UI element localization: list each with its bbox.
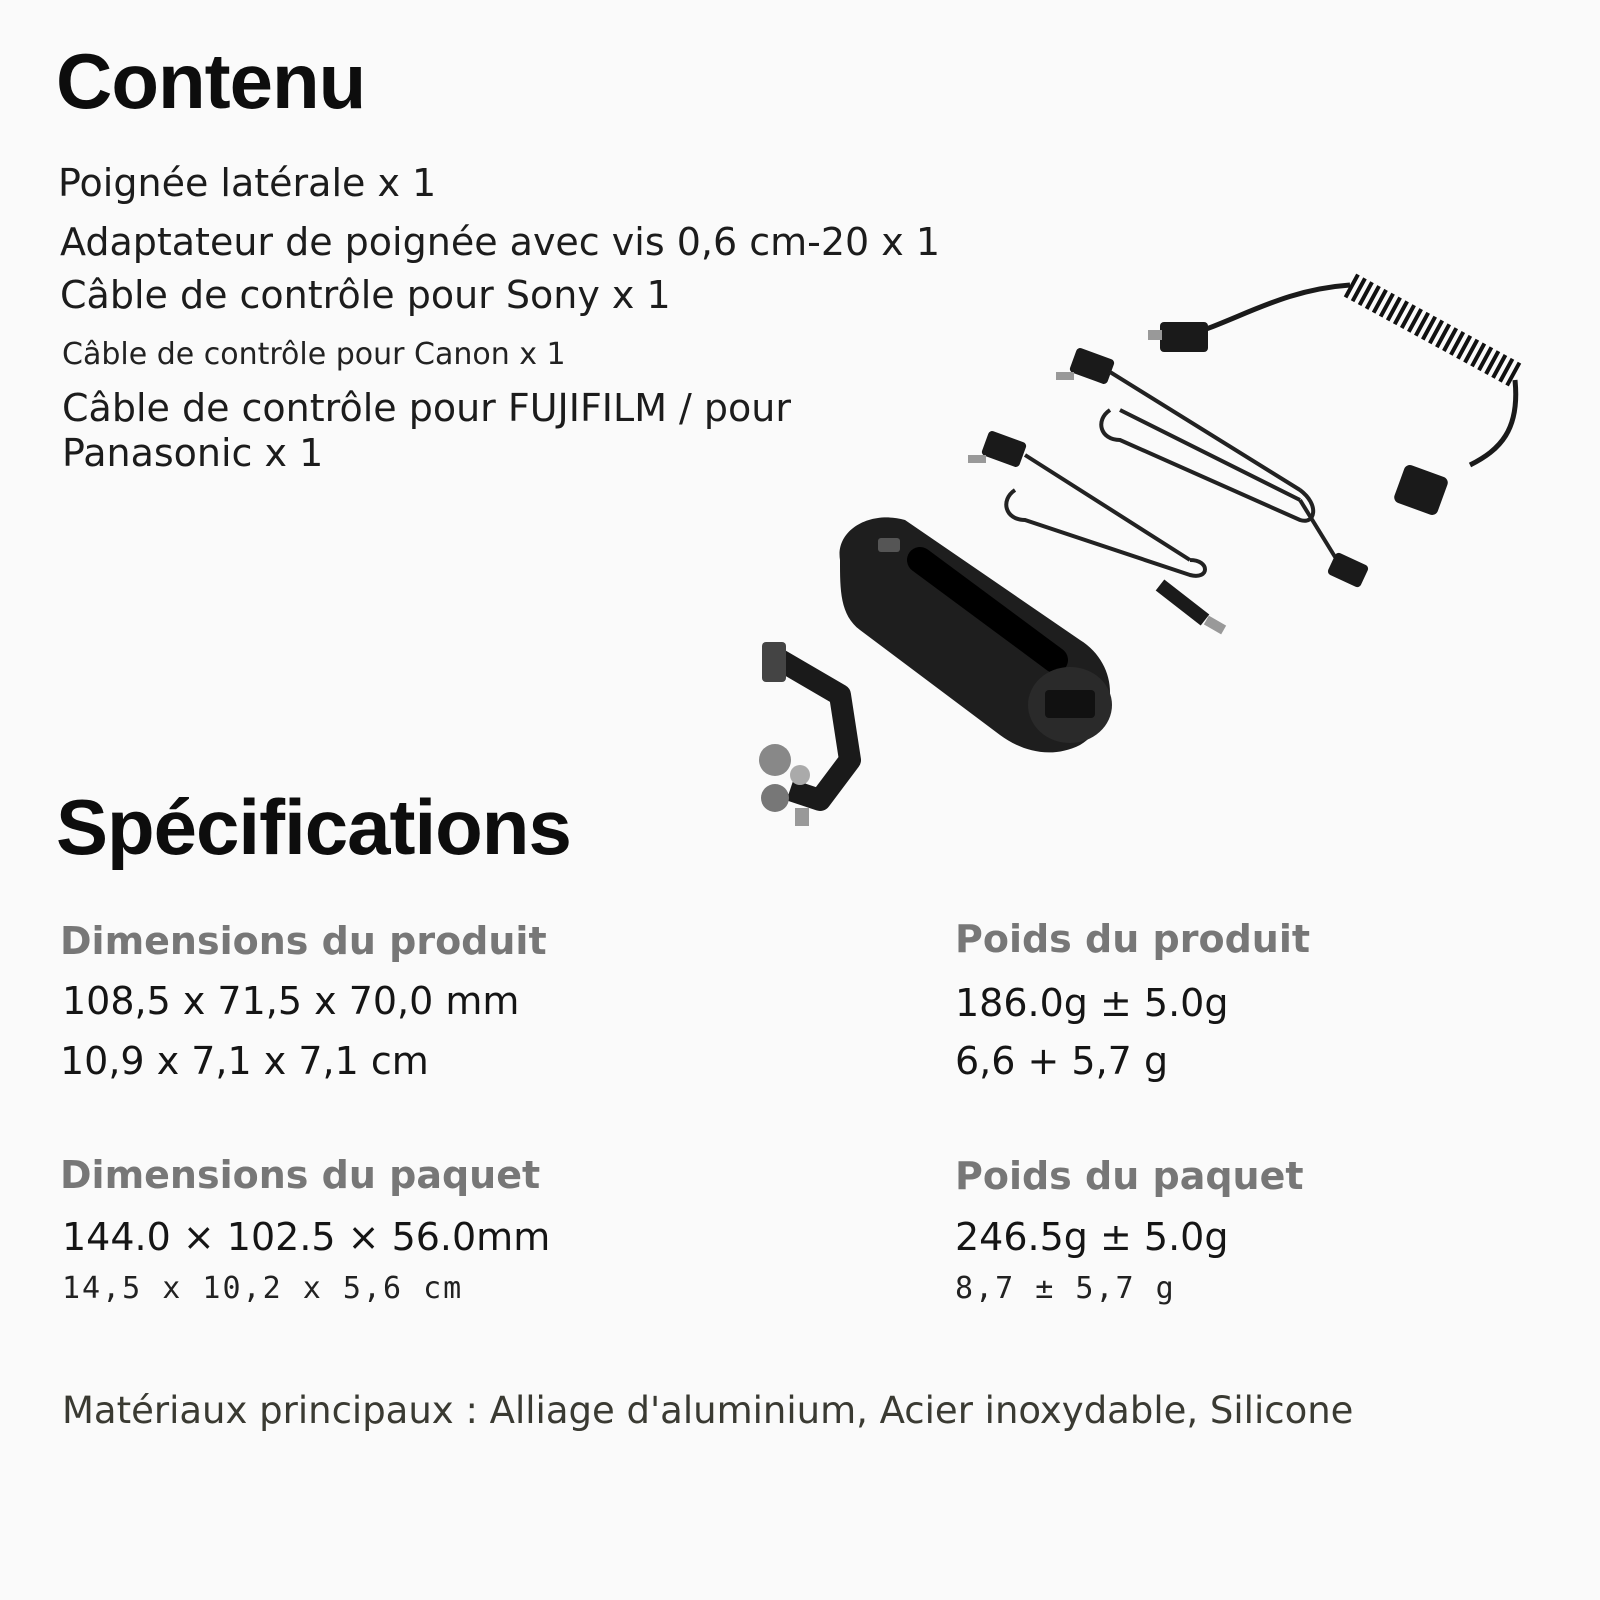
package-dimensions-label: Dimensions du paquet bbox=[60, 1153, 541, 1197]
product-weight-label: Poids du produit bbox=[955, 917, 1311, 961]
package-dimensions-cm: 14,5 x 10,2 x 5,6 cm bbox=[62, 1271, 464, 1306]
contents-title: Contenu bbox=[56, 37, 366, 125]
specs-title: Spécifications bbox=[56, 783, 571, 871]
materials-line: Matériaux principaux : Alliage d'aluminium, Acier inoxydable, Silicone bbox=[62, 1389, 1354, 1432]
product-weight-alt: 6,6 + 5,7 g bbox=[955, 1039, 1169, 1083]
product-dimensions-cm: 10,9 x 7,1 x 7,1 cm bbox=[60, 1039, 429, 1083]
product-dimensions-mm: 108,5 x 71,5 x 70,0 mm bbox=[62, 979, 520, 1023]
product-dimensions-label: Dimensions du produit bbox=[60, 919, 547, 963]
contents-item-fujifilm-cable: Câble de contrôle pour FUJIFILM / pour bbox=[62, 386, 792, 430]
coiled-cable-icon bbox=[1148, 285, 1516, 517]
contents-item-side-handle: Poignée latérale x 1 bbox=[58, 161, 437, 205]
package-weight-alt: 8,7 ± 5,7 g bbox=[955, 1271, 1176, 1306]
side-handle-icon bbox=[840, 517, 1112, 752]
product-weight-g: 186.0g ± 5.0g bbox=[955, 981, 1229, 1025]
contents-item-adapter: Adaptateur de poignée avec vis 0,6 cm-20 x 1 bbox=[60, 220, 941, 264]
contents-item-canon-cable: Câble de contrôle pour Canon x 1 bbox=[62, 337, 566, 372]
package-weight-label: Poids du paquet bbox=[955, 1154, 1304, 1198]
product-illustration bbox=[740, 260, 1580, 860]
contents-item-panasonic-line: Panasonic x 1 bbox=[62, 431, 324, 475]
handle-adapter-icon bbox=[759, 642, 850, 826]
package-dimensions-mm: 144.0 × 102.5 × 56.0mm bbox=[62, 1215, 551, 1259]
contents-item-sony-cable: Câble de contrôle pour Sony x 1 bbox=[60, 273, 671, 317]
control-cable-icon bbox=[1056, 347, 1369, 589]
package-weight-g: 246.5g ± 5.0g bbox=[955, 1215, 1229, 1259]
